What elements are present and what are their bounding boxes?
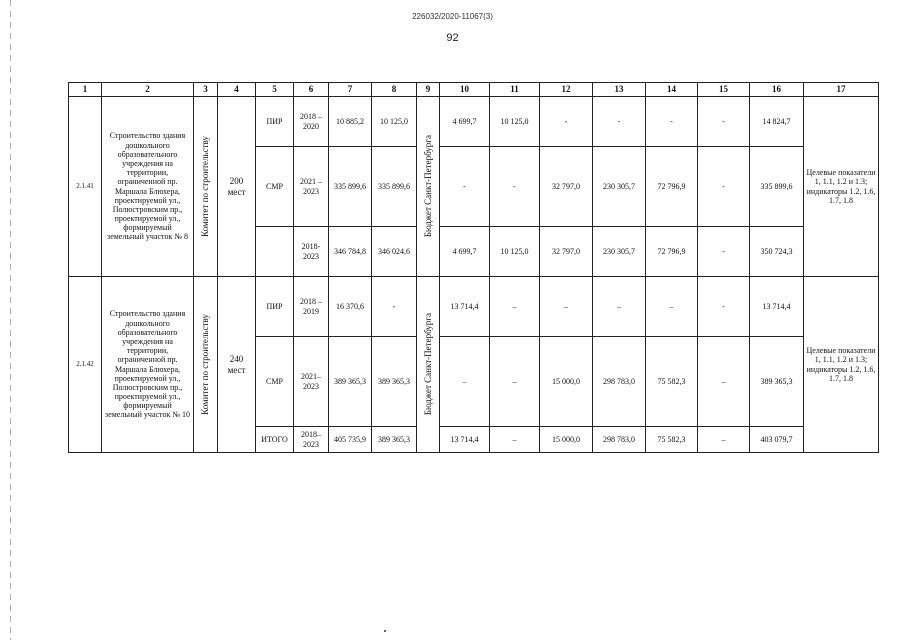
col-header: 6 (294, 83, 329, 97)
col-header: 15 (698, 83, 750, 97)
col-header: 3 (194, 83, 218, 97)
col-header: 14 (646, 83, 698, 97)
value-cell: 405 735,9 (329, 427, 372, 453)
value-cell: - (698, 227, 750, 277)
value-cell: 10 125,0 (490, 227, 540, 277)
value-cell: 15 000,0 (540, 427, 593, 453)
value-cell: 13 714,4 (750, 277, 804, 337)
executor-cell (194, 277, 218, 453)
value-cell: - (372, 277, 417, 337)
value-cell: 10 885,2 (329, 97, 372, 147)
col-header: 10 (440, 83, 490, 97)
col-header: 11 (490, 83, 540, 97)
value-cell: 335 899,6 (372, 147, 417, 227)
value-cell: 10 125,0 (372, 97, 417, 147)
table-row (69, 97, 879, 147)
value-cell: - (698, 147, 750, 227)
source-cell (417, 97, 440, 277)
value-cell: 13 714,4 (440, 427, 490, 453)
col-header: 8 (372, 83, 417, 97)
value-cell: 298 783,0 (593, 337, 646, 427)
period-cell: 2021 – 2023 (294, 147, 329, 227)
value-cell: 72 796,9 (646, 147, 698, 227)
period-cell: 2021– 2023 (294, 337, 329, 427)
table-row (69, 277, 879, 337)
value-cell: – (490, 427, 540, 453)
entry-code: 2.1.41 (69, 97, 102, 277)
col-header: 17 (804, 83, 879, 97)
value-cell: - (698, 277, 750, 337)
value-cell: 4 699,7 (440, 227, 490, 277)
col-header: 2 (102, 83, 194, 97)
value-cell: – (490, 337, 540, 427)
value-cell: 389 365,3 (372, 337, 417, 427)
stage-cell: СМР (256, 337, 294, 427)
page-number: 92 (446, 32, 459, 44)
period-cell: 2018 – 2019 (294, 277, 329, 337)
column-number-row (69, 83, 879, 97)
col-header: 4 (218, 83, 256, 97)
value-cell: – (646, 277, 698, 337)
value-cell: 350 724,3 (750, 227, 804, 277)
period-cell: 2018-2023 (294, 227, 329, 277)
col-header: 9 (417, 83, 440, 97)
document-id: 226032/2020-11067(3) (412, 12, 493, 21)
value-cell: 16 370,6 (329, 277, 372, 337)
value-cell: 72 796,9 (646, 227, 698, 277)
col-header: 5 (256, 83, 294, 97)
value-cell: – (490, 277, 540, 337)
source-text: Бюджет Санкт-Петербурга (422, 313, 433, 416)
value-cell: 346 024,6 (372, 227, 417, 277)
value-cell: 32 797,0 (540, 147, 593, 227)
value-cell: 75 582,3 (646, 427, 698, 453)
value-cell: - (698, 97, 750, 147)
stage-cell: СМР (256, 147, 294, 227)
value-cell: – (440, 337, 490, 427)
value-cell: - (593, 97, 646, 147)
stage-cell (256, 227, 294, 277)
value-cell: 389 365,3 (372, 427, 417, 453)
target-indicators: Целевые показатели 1, 1.1, 1.2 и 1.3; индикаторы 1.2, 1.6, 1.7, 1.8 (804, 277, 879, 453)
executor-cell (194, 97, 218, 277)
capacity-cell: 240 мест (218, 277, 256, 453)
period-cell: 2018– 2023 (294, 427, 329, 453)
scan-edge (10, 0, 11, 640)
value-cell: 389 365,3 (750, 337, 804, 427)
value-cell: 298 783,0 (593, 427, 646, 453)
executor-text: Комитет по строительству (200, 314, 211, 415)
value-cell: 75 582,3 (646, 337, 698, 427)
value-cell: 403 079,7 (750, 427, 804, 453)
value-cell: 335 899,6 (750, 147, 804, 227)
stage-cell: ПИР (256, 277, 294, 337)
col-header: 16 (750, 83, 804, 97)
source-cell (417, 277, 440, 453)
target-indicators: Целевые показатели 1, 1.1, 1.2 и 1.3; индикаторы 1.2, 1.6, 1.7, 1.8 (804, 97, 879, 277)
entry-name: Строительство здания дошкольного образовательного учреждения на территории, ограниченной пр. Маршала Блюхера, проектируемой ул., Полюстровским пр., проектируемой ул., формируемый земельный участок № 8 (102, 97, 194, 277)
value-cell: – (540, 277, 593, 337)
value-cell: 389 365,3 (329, 337, 372, 427)
source-text: Бюджет Санкт-Петербурга (422, 135, 433, 238)
executor-text: Комитет по строительству (200, 136, 211, 237)
value-cell: 14 824,7 (750, 97, 804, 147)
value-cell: - (440, 147, 490, 227)
value-cell: - (490, 147, 540, 227)
value-cell: 346 784,8 (329, 227, 372, 277)
value-cell: – (698, 337, 750, 427)
value-cell: 13 714,4 (440, 277, 490, 337)
value-cell: 10 125,0 (490, 97, 540, 147)
value-cell: 4 699,7 (440, 97, 490, 147)
period-cell: 2018 – 2020 (294, 97, 329, 147)
scan-dot (384, 630, 386, 632)
col-header: 12 (540, 83, 593, 97)
value-cell: 15 000,0 (540, 337, 593, 427)
stage-cell: ИТОГО (256, 427, 294, 453)
value-cell: – (698, 427, 750, 453)
entry-name: Строительство здания дошкольного образовательного учреждения на территории, ограниченной пр. Маршала Блюхера, проектируемой ул., Полюстровским пр., проектируемой ул., формируемый земельный участок № 10 (102, 277, 194, 453)
capacity-cell: 200 мест (218, 97, 256, 277)
value-cell: – (593, 277, 646, 337)
col-header: 13 (593, 83, 646, 97)
value-cell: 230 305,7 (593, 227, 646, 277)
entry-code: 2.1.42 (69, 277, 102, 453)
value-cell: - (646, 97, 698, 147)
col-header: 7 (329, 83, 372, 97)
value-cell: 335 899,6 (329, 147, 372, 227)
value-cell: 32 797,0 (540, 227, 593, 277)
value-cell: - (540, 97, 593, 147)
stage-cell: ПИР (256, 97, 294, 147)
col-header: 1 (69, 83, 102, 97)
budget-table (68, 82, 879, 453)
value-cell: 230 305,7 (593, 147, 646, 227)
